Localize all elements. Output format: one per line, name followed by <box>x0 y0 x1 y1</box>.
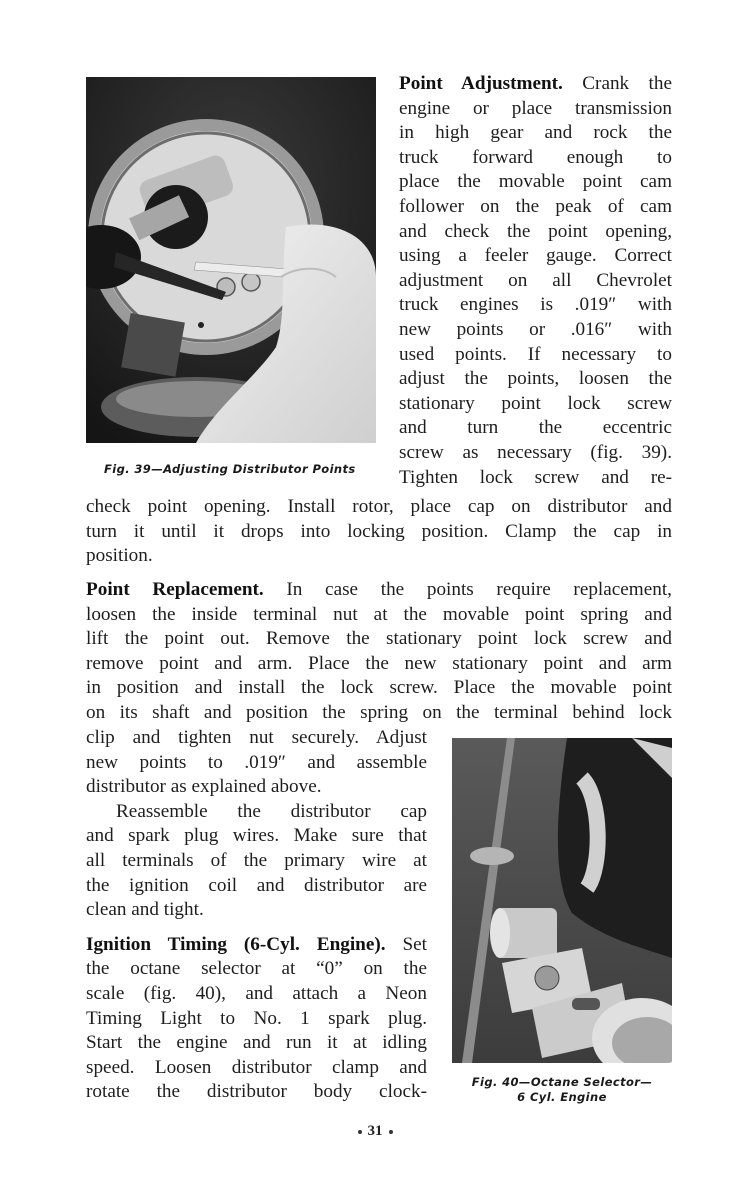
text-line: distributor as explained above. <box>86 776 322 798</box>
text-line: Crank the <box>562 73 672 94</box>
point-replacement-heading: Point Replacement. <box>86 579 264 600</box>
text-line: Tighten lock screw and re- <box>399 466 672 488</box>
fig39-distributor-photo <box>86 77 376 443</box>
text-line: screw as necessary (fig. 39). <box>399 441 672 463</box>
text-line: the ignition coil and distributor are <box>86 874 427 896</box>
fig40-caption-line2: 6 Cyl. Engine <box>517 1090 607 1104</box>
distributor-points-image <box>86 77 376 443</box>
text-line: in high gear and rock the <box>399 122 672 144</box>
text-line: on its shaft and position the spring on the terminal behind lock <box>86 701 672 723</box>
text-line: In case the points require replacement, <box>263 579 672 600</box>
text-line: remove point and arm. Place the new stationary point and arm <box>86 652 672 674</box>
text-line: and turn the eccentric <box>399 417 672 439</box>
text-line: Reassemble the distributor cap <box>116 800 427 822</box>
text-line: new points or .016″ with <box>399 318 672 340</box>
text-line: stationary point lock screw <box>399 392 672 414</box>
text-line: Set <box>385 933 427 955</box>
text-line: position. <box>86 545 153 567</box>
octane-selector-image <box>452 738 672 1063</box>
text-line: using a feeler gauge. Correct <box>399 245 672 267</box>
text-line: check point opening. Install rotor, place cap on distributor and <box>86 496 672 517</box>
fig40-caption <box>452 1075 672 1105</box>
text-line: turn it until it drops into locking position. Clamp the cap in <box>86 520 672 542</box>
text-line: engine or place transmission <box>399 97 672 119</box>
fig40-caption-line1: Fig. 40—Octane Selector— <box>471 1075 653 1089</box>
text-line: Timing Light to No. 1 spark plug. <box>86 1007 427 1029</box>
page-number-value: 31 <box>367 1123 383 1139</box>
text-line: loosen the inside terminal nut at the movable point spring and <box>86 603 672 625</box>
text-line: used points. If necessary to <box>399 343 672 365</box>
text-line: lift the point out. Remove the stationary point lock screw and <box>86 628 672 650</box>
text-line: adjustment on all Chevrolet <box>399 269 672 291</box>
ignition-timing-heading: Ignition Timing (6-Cyl. Engine). <box>86 933 386 955</box>
point-adjustment-continuation <box>86 495 672 569</box>
text-line: truck engines is .019″ with <box>399 294 672 316</box>
point-adjustment-section <box>399 72 672 490</box>
bullet-dot-icon <box>389 1130 393 1134</box>
text-line: and check the point opening, <box>399 220 672 242</box>
text-line: Start the engine and run it at idling <box>86 1032 427 1054</box>
text-line: rotate the distributor body clock- <box>86 1081 427 1103</box>
text-line: and spark plug wires. Make sure that <box>86 825 427 847</box>
left-column-text <box>86 726 427 1105</box>
text-line: speed. Loosen distributor clamp and <box>86 1056 427 1078</box>
text-line: the octane selector at “0” on the <box>86 958 427 980</box>
text-line: clip and tighten nut securely. Adjust <box>86 727 427 748</box>
text-line: in position and install the lock screw. Place the movable point <box>86 677 672 699</box>
text-line: place the movable point cam <box>399 171 672 193</box>
text-line: clean and tight. <box>86 899 204 921</box>
fig39-caption: Fig. 39—Adjusting Distributor Points <box>104 462 356 476</box>
point-replacement-section <box>86 578 672 726</box>
text-line: follower on the peak of cam <box>399 195 672 217</box>
text-line: adjust the points, loosen the <box>399 368 672 390</box>
text-line: all terminals of the primary wire at <box>86 849 427 871</box>
bullet-dot-icon <box>358 1130 362 1134</box>
text-line: scale (fig. 40), and attach a Neon <box>86 982 427 1004</box>
point-adjustment-heading: Point Adjustment. <box>399 73 563 94</box>
text-line: truck forward enough to <box>399 146 672 168</box>
text-line: new points to .019″ and assemble <box>86 751 427 773</box>
page-number <box>0 1123 750 1140</box>
fig40-octane-selector-photo <box>452 738 672 1063</box>
